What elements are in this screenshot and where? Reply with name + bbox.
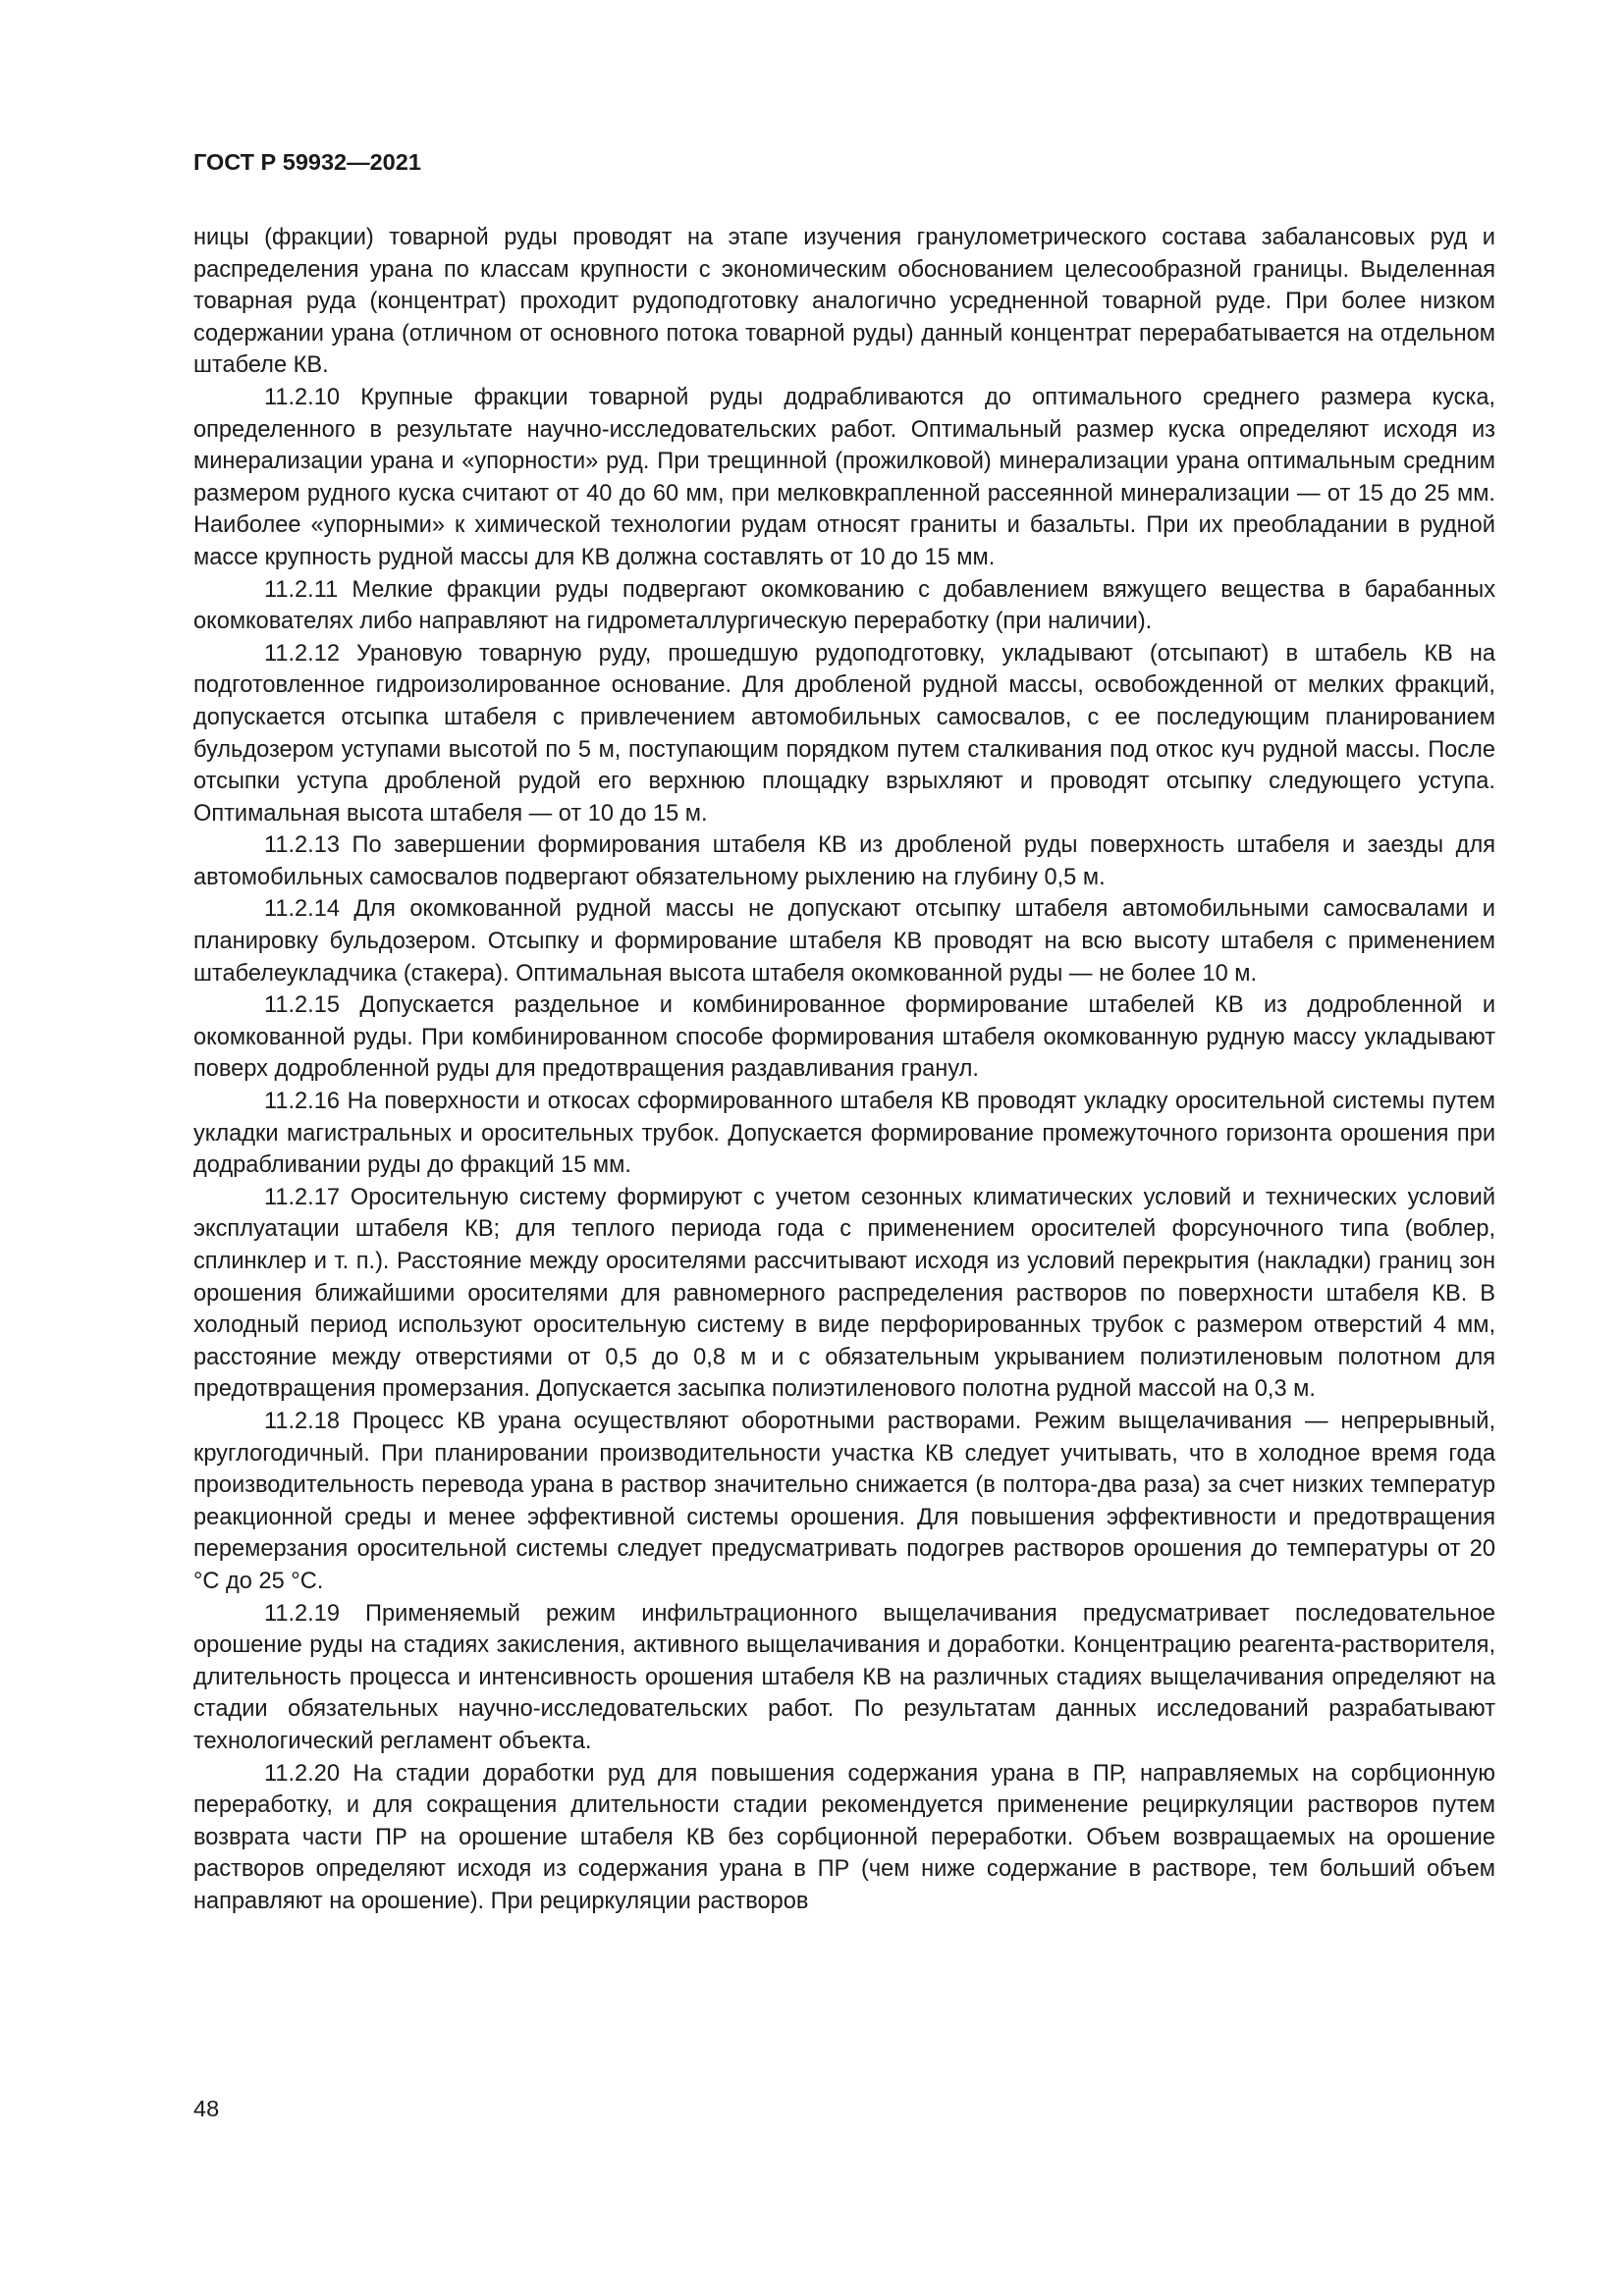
paragraph-11-2-14: 11.2.14 Для окомкованной рудной массы не допускают отсыпку штабеля автомобильными самосвалами и планировку бульдозером. Отсыпку и формирование штабеля КВ проводят на всю высоту штабеля с применением штабелеукладчика (стакера). Оптимальная высота штабеля окомкованной руды — не более 10 м. bbox=[193, 896, 1495, 987]
paragraph-11-2-15: 11.2.15 Допускается раздельное и комбинированное формирование штабелей КВ из додробленной и окомкованной руды. При комбинированном способе формирования штабеля окомкованную рудную массу укладывают поверх додробленной руды для предотвращения раздавливания гранул. bbox=[193, 992, 1495, 1083]
document-header: ГОСТ Р 59932—2021 bbox=[193, 149, 421, 175]
paragraph-11-2-20: 11.2.20 На стадии доработки руд для повышения содержания урана в ПР, направляемых на сорбционную переработку, и для сокращения длительности стадии рекомендуется применение рециркуляции растворов путем возврата части ПР на орошение штабеля КВ без сорбционной переработки. Объем возвращаемых на орошение растворов определяют исходя из содержания урана в ПР (чем ниже содержание в растворе, тем больший объем направляют на орошение). При рециркуляции растворов bbox=[193, 1760, 1495, 1914]
paragraph-11-2-12: 11.2.12 Урановую товарную руду, прошедшую рудоподготовку, укладывают (отсыпают) в штабель КВ на подготовленное гидроизолированное основание. Для дробленой рудной массы, освобожденной от мелких фракций, допускается отсыпка штабеля с привлечением автомобильных самосвалов, с ее последующим планированием бульдозером уступами высотой по 5 м, поступающим порядком путем сталкивания под откос куч рудной массы. После отсыпки уступа дробленой рудой его верхнюю площадку взрыхляют и проводят отсыпку следующего уступа. Оптимальная высота штабеля — от 10 до 15 м. bbox=[193, 640, 1495, 827]
paragraph-continuation: ницы (фракции) товарной руды проводят на этапе изучения гранулометрического состава забалансовых руд и распределения урана по классам крупности с экономическим обоснованием целесообразной границы. Выделенная товарная руда (концентрат) проходит рудоподготовку аналогично усредненной товарной руде. При более низком содержании урана (отличном от основного потока товарной руды) данный концентрат перерабатывается на отдельном штабеле КВ. bbox=[193, 225, 1495, 379]
paragraph-11-2-10: 11.2.10 Крупные фракции товарной руды додрабливаются до оптимального среднего размера куска, определенного в результате научно-исследовательских работ. Оптимальный размер куска определяют исходя из минерализации урана и «упорности» руд. При трещинной (прожилковой) минерализации урана оптимальным средним размером рудного куска считают от 40 до 60 мм, при мелковкрапленной рассеянной минерализации — от 15 до 25 мм. Наиболее «упорными» к химической технологии рудам относят граниты и базальты. При их преобладании в рудной массе крупность рудной массы для КВ должна составлять от 10 до 15 мм. bbox=[193, 384, 1495, 570]
paragraph-11-2-16: 11.2.16 На поверхности и откосах сформированного штабеля КВ проводят укладку оросительной системы путем укладки магистральных и оросительных трубок. Допускается формирование промежуточного горизонта орошения при додрабливании руды до фракций 15 мм. bbox=[193, 1089, 1495, 1179]
paragraph-11-2-19: 11.2.19 Применяемый режим инфильтрационного выщелачивания предусматривает последовательное орошение руды на стадиях закисления, активного выщелачивания и доработки. Концентрацию реагента-растворителя, длительность процесса и интенсивность орошения штабеля КВ на различных стадиях выщелачивания определяют на стадии обязательных научно-исследовательских работ. По результатам данных исследований разрабатывают технологический регламент объекта. bbox=[193, 1600, 1495, 1754]
paragraph-11-2-13: 11.2.13 По завершении формирования штабеля КВ из дробленой руды поверхность штабеля и заезды для автомобильных самосвалов подвергают обязательному рыхлению на глубину 0,5 м. bbox=[193, 832, 1495, 890]
paragraph-11-2-17: 11.2.17 Оросительную систему формируют с учетом сезонных климатических условий и технических условий эксплуатации штабеля КВ; для теплого периода года с применением оросителей форсуночного типа (воблер, сплинклер и т. п.). Расстояние между оросителями рассчитывают исходя из условий перекрытия (накладки) границ зон орошения ближайшими оросителями для равномерного распределения растворов по поверхности штабеля КВ. В холодный период используют оросительную систему в виде перфорированных трубок с размером отверстий 4 мм, расстояние между отверстиями от 0,5 до 0,8 м и с обязательным укрыванием полиэтиленовым полотном для предотвращения промерзания. Допускается засыпка полиэтиленового полотна рудной массой на 0,3 м. bbox=[193, 1184, 1495, 1403]
paragraph-11-2-11: 11.2.11 Мелкие фракции руды подвергают окомкованию с добавлением вяжущего вещества в барабанных окомкователях либо направляют на гидрометаллургическую переработку (при наличии). bbox=[193, 576, 1495, 635]
document-body bbox=[193, 222, 1495, 1917]
page-number: 48 bbox=[193, 2096, 220, 2121]
paragraph-11-2-18: 11.2.18 Процесс КВ урана осуществляют оборотными растворами. Режим выщелачивания — непрерывный, круглогодичный. При планировании производительности участка КВ следует учитывать, что в холодное время года производительность перевода урана в раствор значительно снижается (в полтора-два раза) за счет низких температур реакционной среды и менее эффективной системы орошения. Для повышения эффективности и предотвращения перемерзания оросительной системы следует предусматривать подогрев растворов орошения до температуры от 20 °С до 25 °С. bbox=[193, 1408, 1495, 1594]
